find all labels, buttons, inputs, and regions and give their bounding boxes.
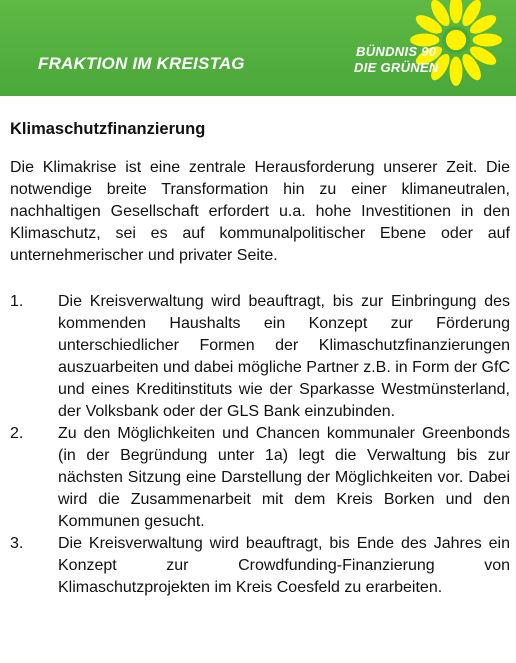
- motion-list: [10, 291, 510, 599]
- list-item-number: 1.: [10, 293, 24, 310]
- list-item-text: Die Kreisverwaltung wird beauftragt, bis Ende des Jahres ein Konzept zur Crowdfunding-Finanzierung von Klimaschutzprojekten im Kreis Coesfeld zu erarbeiten.: [58, 535, 510, 596]
- list-item: [10, 291, 510, 423]
- list-item: [10, 423, 510, 533]
- list-item-text: Die Kreisverwaltung wird beauftragt, bis zur Einbringung des kommenden Haushalts ein Konzept zur Förderung unterschiedlicher Formen der Klimaschutzfinanzierungen auszuarbeiten und dabei mögliche Partner z.B. in Form der GfC und eines Kreditinstituts wie der Sparkasse Westmünsterland, der Volksbank oder der GLS Bank einzubinden.: [58, 293, 510, 420]
- party-logo: [352, 0, 516, 96]
- list-item-number: 3.: [10, 535, 24, 552]
- list-item-number: 2.: [10, 425, 24, 442]
- logo-text-line1: BÜNDNIS 90: [356, 44, 437, 59]
- list-item: [10, 533, 510, 599]
- fraktion-label: FRAKTION IM KREISTAG: [38, 54, 245, 73]
- logo-text-line2: DIE GRÜNEN: [354, 60, 439, 75]
- document-body: [10, 120, 510, 599]
- header-banner: [0, 0, 516, 96]
- list-item-text: Zu den Möglichkeiten und Chancen kommunaler Greenbonds (in der Begründung unter 1a) legt die Verwaltung bis zur nächsten Sitzung eine Darstellung der Möglichkeiten vor. Dabei wird die Zusammenarbeit mit dem Kreis Borken und den Kommunen gesucht.: [58, 425, 510, 530]
- intro-paragraph: Die Klimakrise ist eine zentrale Herausforderung unserer Zeit. Die notwendige breite Transformation hin zu einer klimaneutralen, nachhaltigen Gesellschaft erfordert u.a. hohe Investitionen in den Klimaschutz, sei es auf kommunalpolitischer Ebene oder auf unternehmerischer und privater Seite.: [10, 159, 510, 264]
- document-title: Klimaschutzfinanzierung: [10, 120, 206, 138]
